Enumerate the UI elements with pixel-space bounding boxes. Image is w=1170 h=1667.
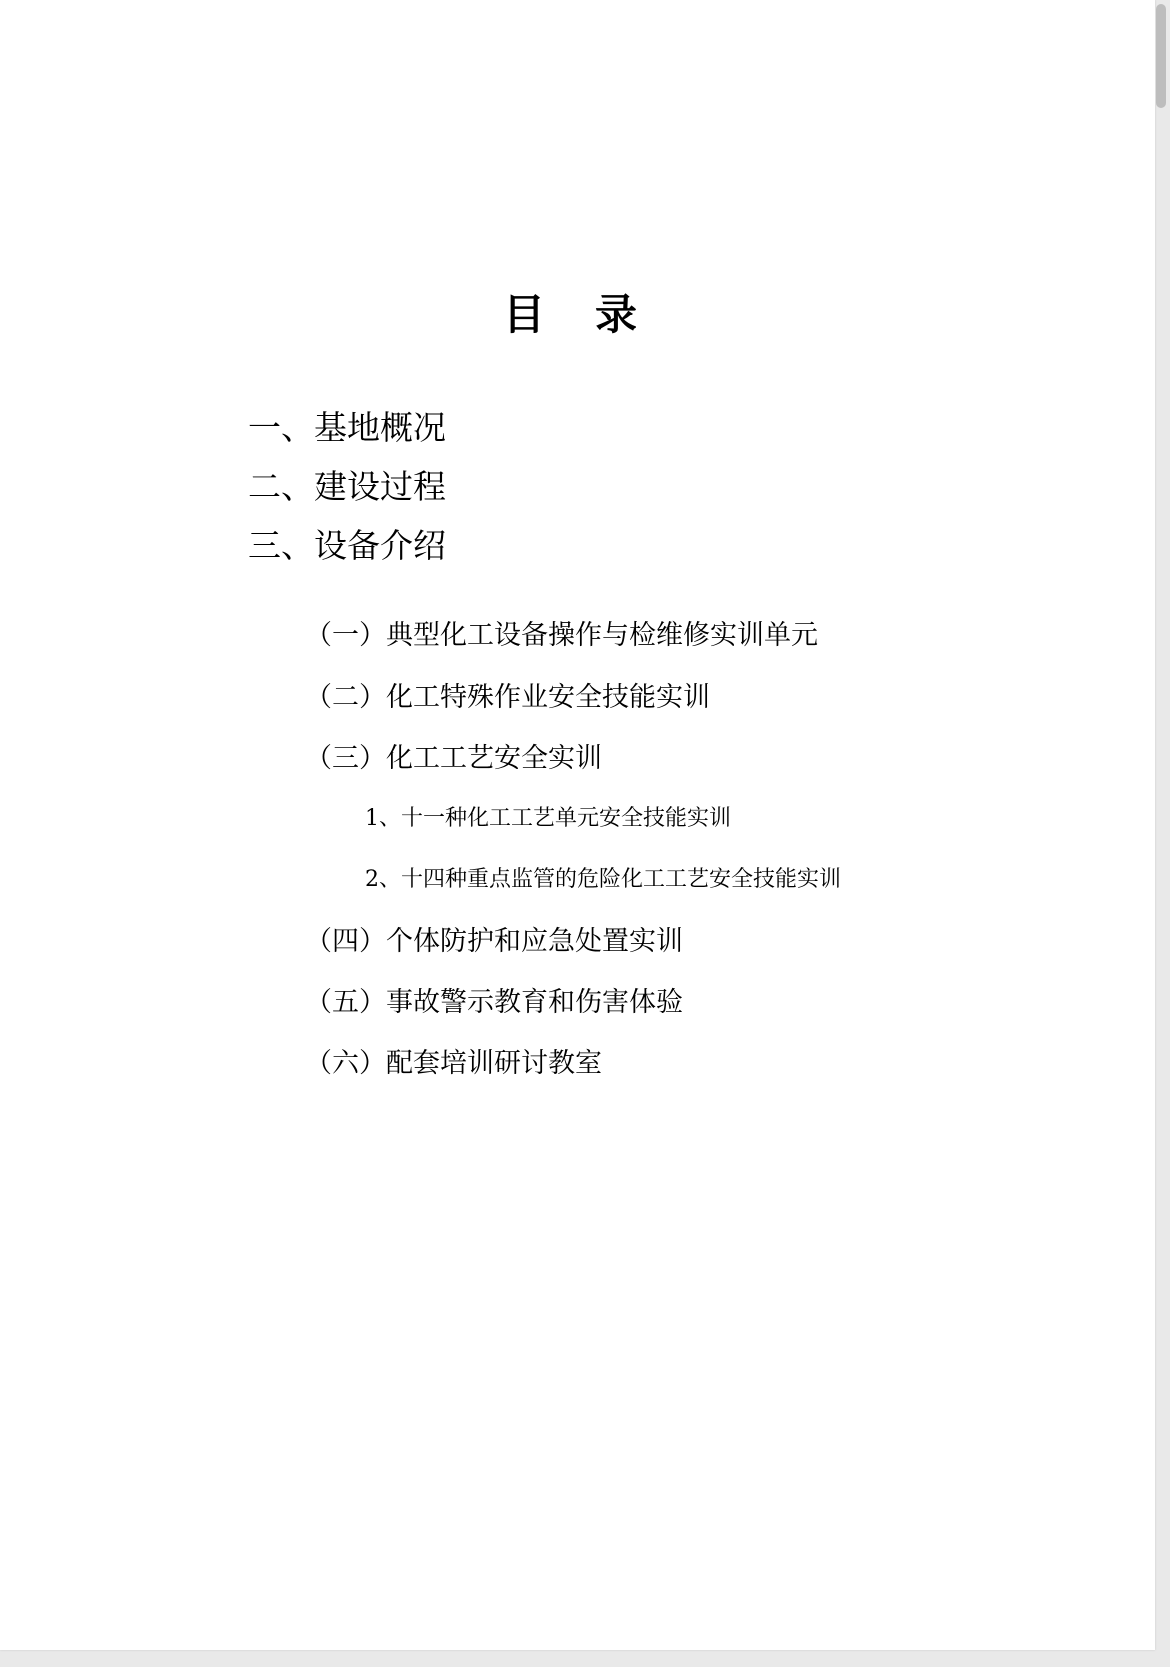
toc-item-3: 三、设备介绍 — [248, 526, 446, 565]
toc-item-3-1: （一）典型化工设备操作与检维修实训单元 — [305, 620, 818, 651]
toc-item-3-3: （三）化工工艺安全实训 — [305, 743, 602, 774]
toc-title: 目录 — [502, 290, 687, 339]
toc-item-3-4: （四）个体防护和应急处置实训 — [305, 926, 683, 957]
scrollbar-thumb[interactable] — [1156, 4, 1166, 108]
toc-item-1: 一、基地概况 — [248, 408, 446, 447]
toc-item-2: 二、建设过程 — [248, 467, 446, 506]
toc-item-3-3-2: 2、十四种重点监管的危险化工工艺安全技能实训 — [365, 867, 841, 892]
toc-item-3-5: （五）事故警示教育和伤害体验 — [305, 987, 683, 1018]
toc-item-3-6: （六）配套培训研讨教室 — [305, 1048, 602, 1079]
toc-item-3-3-1: 1、十一种化工工艺单元安全技能实训 — [365, 806, 731, 831]
toc-item-3-2: （二）化工特殊作业安全技能实训 — [305, 682, 710, 713]
